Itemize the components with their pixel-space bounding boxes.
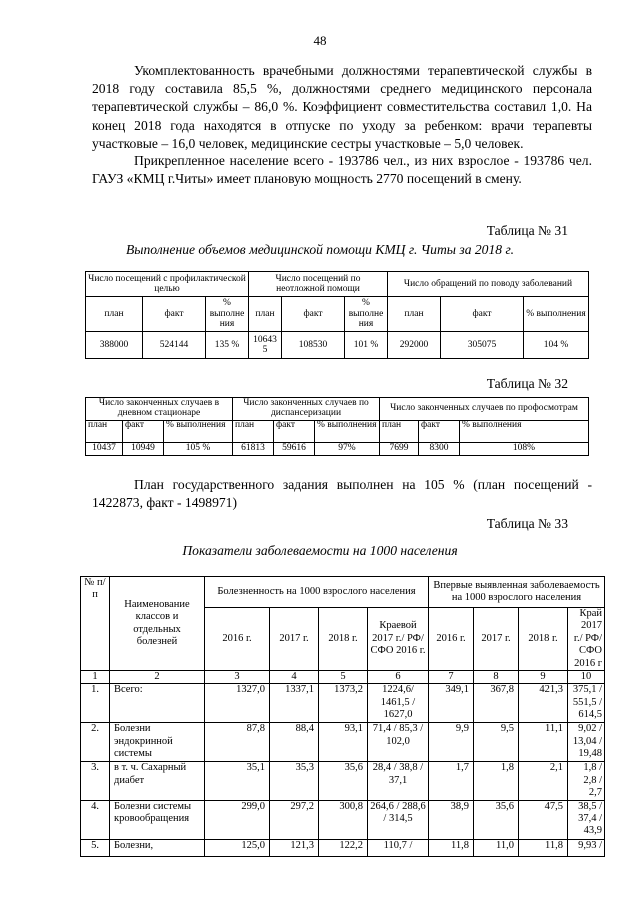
table-cell: 35,1 bbox=[205, 762, 270, 800]
table-cell: 300,8 bbox=[319, 800, 368, 839]
table-cell: 38,5 / 37,4 / 43,9 bbox=[568, 800, 605, 839]
table-cell: 61813 bbox=[233, 443, 274, 456]
table-cell: 524144 bbox=[143, 332, 206, 359]
header-cell: факт bbox=[123, 421, 164, 443]
table-cell: 97% bbox=[315, 443, 380, 456]
table-31-caption: Выполнение объемов медицинской помощи КМЦ г. Читы за 2018 г. bbox=[125, 242, 514, 257]
table-cell: 11,8 bbox=[429, 839, 474, 856]
table-cell: 9,5 bbox=[474, 723, 519, 762]
header-cell: % выполне ния bbox=[206, 297, 249, 332]
table-cell: 9,02 / 13,04 / 19,48 bbox=[568, 723, 605, 762]
header-cell: Наименование классов и отдельных болезней bbox=[110, 577, 205, 671]
header-cell: % выполнения bbox=[524, 297, 589, 332]
table-cell: 305075 bbox=[441, 332, 524, 359]
header-cell: 2018 г. bbox=[319, 608, 368, 671]
table-cell: 104 % bbox=[524, 332, 589, 359]
header-group: Число посещений по неотложной помощи bbox=[249, 272, 388, 297]
column-number: 5 bbox=[319, 671, 368, 684]
table-cell: 297,2 bbox=[270, 800, 319, 839]
disease-name: в т. ч. Сахарный диабет bbox=[110, 762, 205, 800]
table-cell: 264,6 / 288,6 / 314,5 bbox=[368, 800, 429, 839]
table-cell: 367,8 bbox=[474, 684, 519, 723]
row-number: 4. bbox=[81, 800, 110, 839]
table-cell: 7699 bbox=[380, 443, 419, 456]
column-number: 10 bbox=[568, 671, 605, 684]
disease-name: Всего: bbox=[110, 684, 205, 723]
header-cell: 2016 г. bbox=[429, 608, 474, 671]
table-cell: 135 % bbox=[206, 332, 249, 359]
table-cell: 1,8 bbox=[474, 762, 519, 800]
table-cell: 38,9 bbox=[429, 800, 474, 839]
table-cell: 28,4 / 38,8 / 37,1 bbox=[368, 762, 429, 800]
paragraph-staffing bbox=[92, 62, 592, 153]
header-cell: % выполне ния bbox=[345, 297, 388, 332]
paragraph-text: Прикрепленное население всего - 193786 чел., из них взрослое - 193786 чел. ГАУЗ «КМЦ г.Читы» имеет плановую мощность 2770 посещений в смену. bbox=[92, 153, 592, 187]
column-numbers-row bbox=[81, 671, 605, 684]
table-cell: 122,2 bbox=[319, 839, 368, 856]
table-cell: 121,3 bbox=[270, 839, 319, 856]
table-32 bbox=[85, 397, 589, 456]
table-cell: 11,1 bbox=[519, 723, 568, 762]
header-group: Число посещений с профилактической целью bbox=[86, 272, 249, 297]
table-cell: 11,8 bbox=[519, 839, 568, 856]
table-cell: 93,1 bbox=[319, 723, 368, 762]
table-cell: 10949 bbox=[123, 443, 164, 456]
table-cell: 1,7 bbox=[429, 762, 474, 800]
column-number: 9 bbox=[519, 671, 568, 684]
header-group: Число законченных случаев в дневном стационаре bbox=[86, 398, 233, 421]
header-cell: 2016 г. bbox=[205, 608, 270, 671]
table-cell: 108530 bbox=[282, 332, 345, 359]
header-cell: 2017 г. bbox=[474, 608, 519, 671]
column-number: 2 bbox=[110, 671, 205, 684]
header-cell: % выполнения bbox=[460, 421, 589, 443]
header-cell: план bbox=[388, 297, 441, 332]
row-number: 3. bbox=[81, 762, 110, 800]
header-cell: план bbox=[249, 297, 282, 332]
header-cell: % выполнения bbox=[315, 421, 380, 443]
table-row bbox=[81, 839, 605, 856]
table-cell: 108% bbox=[460, 443, 589, 456]
table-cell: 101 % bbox=[345, 332, 388, 359]
table-cell: 10437 bbox=[86, 443, 123, 456]
header-cell: факт bbox=[282, 297, 345, 332]
table-cell: 1337,1 bbox=[270, 684, 319, 723]
header-cell: % выполнения bbox=[164, 421, 233, 443]
column-number: 3 bbox=[205, 671, 270, 684]
table-cell: 59616 bbox=[274, 443, 315, 456]
header-cell: план bbox=[380, 421, 419, 443]
paragraph-text: План государственного задания выполнен на 105 % (план посещений - 1422873, факт - 1498971) bbox=[92, 477, 592, 511]
header-cell: № п/п bbox=[81, 577, 110, 671]
column-number: 4 bbox=[270, 671, 319, 684]
table-32-title: Таблица № 32 bbox=[486, 376, 568, 391]
table-cell: 388000 bbox=[86, 332, 143, 359]
header-group: Впервые выявленная заболеваемость на 1000 взрослого населения bbox=[429, 577, 605, 608]
disease-name: Болезни, bbox=[110, 839, 205, 856]
header-cell: Край 2017 г./ РФ/ СФО 2016 г bbox=[568, 608, 605, 671]
table-cell: 299,0 bbox=[205, 800, 270, 839]
table-cell: 1,8 / 2,8 / 2,7 bbox=[568, 762, 605, 800]
row-number: 5. bbox=[81, 839, 110, 856]
table-cell: 9,9 bbox=[429, 723, 474, 762]
table-row bbox=[81, 684, 605, 723]
table-cell: 125,0 bbox=[205, 839, 270, 856]
table-row bbox=[81, 762, 605, 800]
table-33 bbox=[80, 576, 605, 857]
table-31-title: Таблица № 31 bbox=[486, 223, 568, 238]
table-cell: 1224,6/ 1461,5 / 1627,0 bbox=[368, 684, 429, 723]
header-cell: 2017 г. bbox=[270, 608, 319, 671]
table-row bbox=[81, 800, 605, 839]
table-cell: 11,0 bbox=[474, 839, 519, 856]
table-cell: 71,4 / 85,3 / 102,0 bbox=[368, 723, 429, 762]
header-cell: факт bbox=[441, 297, 524, 332]
page-number: 48 bbox=[313, 33, 327, 48]
table-33-caption: Показатели заболеваемости на 1000 населения bbox=[182, 543, 458, 558]
header-group: Число обращений по поводу заболеваний bbox=[388, 272, 589, 297]
paragraph-state-task bbox=[92, 476, 592, 512]
table-33-title: Таблица № 33 bbox=[486, 516, 568, 531]
header-cell: факт bbox=[419, 421, 460, 443]
table-cell: 349,1 bbox=[429, 684, 474, 723]
column-number: 8 bbox=[474, 671, 519, 684]
table-cell: 35,6 bbox=[319, 762, 368, 800]
row-number: 1. bbox=[81, 684, 110, 723]
table-31 bbox=[85, 271, 589, 359]
table-cell: 292000 bbox=[388, 332, 441, 359]
header-cell: план bbox=[86, 421, 123, 443]
header-cell: 2018 г. bbox=[519, 608, 568, 671]
header-group: Число законченных случаев по профосмотрам bbox=[380, 398, 589, 421]
table-row bbox=[81, 723, 605, 762]
table-cell: 421,3 bbox=[519, 684, 568, 723]
column-number: 6 bbox=[368, 671, 429, 684]
table-cell: 105 % bbox=[164, 443, 233, 456]
table-cell: 110,7 / bbox=[368, 839, 429, 856]
table-cell: 2,1 bbox=[519, 762, 568, 800]
table-cell: 9,93 / bbox=[568, 839, 605, 856]
row-number: 2. bbox=[81, 723, 110, 762]
table-row bbox=[86, 332, 589, 359]
table-cell: 35,6 bbox=[474, 800, 519, 839]
column-number: 7 bbox=[429, 671, 474, 684]
table-cell: 1373,2 bbox=[319, 684, 368, 723]
header-cell: факт bbox=[274, 421, 315, 443]
table-cell: 35,3 bbox=[270, 762, 319, 800]
header-cell: Краевой 2017 г./ РФ/СФО 2016 г. bbox=[368, 608, 429, 671]
table-cell: 8300 bbox=[419, 443, 460, 456]
table-cell: 106435 bbox=[249, 332, 282, 359]
header-cell: факт bbox=[143, 297, 206, 332]
header-group: Болезненность на 1000 взрослого населения bbox=[205, 577, 429, 608]
header-cell: план bbox=[86, 297, 143, 332]
disease-name: Болезни системы кровообращения bbox=[110, 800, 205, 839]
paragraph-population bbox=[92, 152, 592, 188]
table-cell: 88,4 bbox=[270, 723, 319, 762]
column-number: 1 bbox=[81, 671, 110, 684]
table-cell: 375,1 / 551,5 / 614,5 bbox=[568, 684, 605, 723]
header-cell: план bbox=[233, 421, 274, 443]
table-cell: 87,8 bbox=[205, 723, 270, 762]
table-row bbox=[86, 443, 589, 456]
paragraph-text: Укомплектованность врачебными должностями терапевтической службы в 2018 году составила 85,5 %, должностями среднего медицинского персонала терапевтической службы – 86,0 %. Коэффициент совместительства составил 1,0. На конец 2018 года находятся в отпуске по уходу за ребенком: врачи терапевты участковые – 16,0 человек, медицинские сестры участковые – 5,0 человек. bbox=[92, 63, 592, 151]
disease-name: Болезни эндокринной системы bbox=[110, 723, 205, 762]
table-cell: 47,5 bbox=[519, 800, 568, 839]
table-cell: 1327,0 bbox=[205, 684, 270, 723]
header-group: Число законченных случаев по диспансеризации bbox=[233, 398, 380, 421]
